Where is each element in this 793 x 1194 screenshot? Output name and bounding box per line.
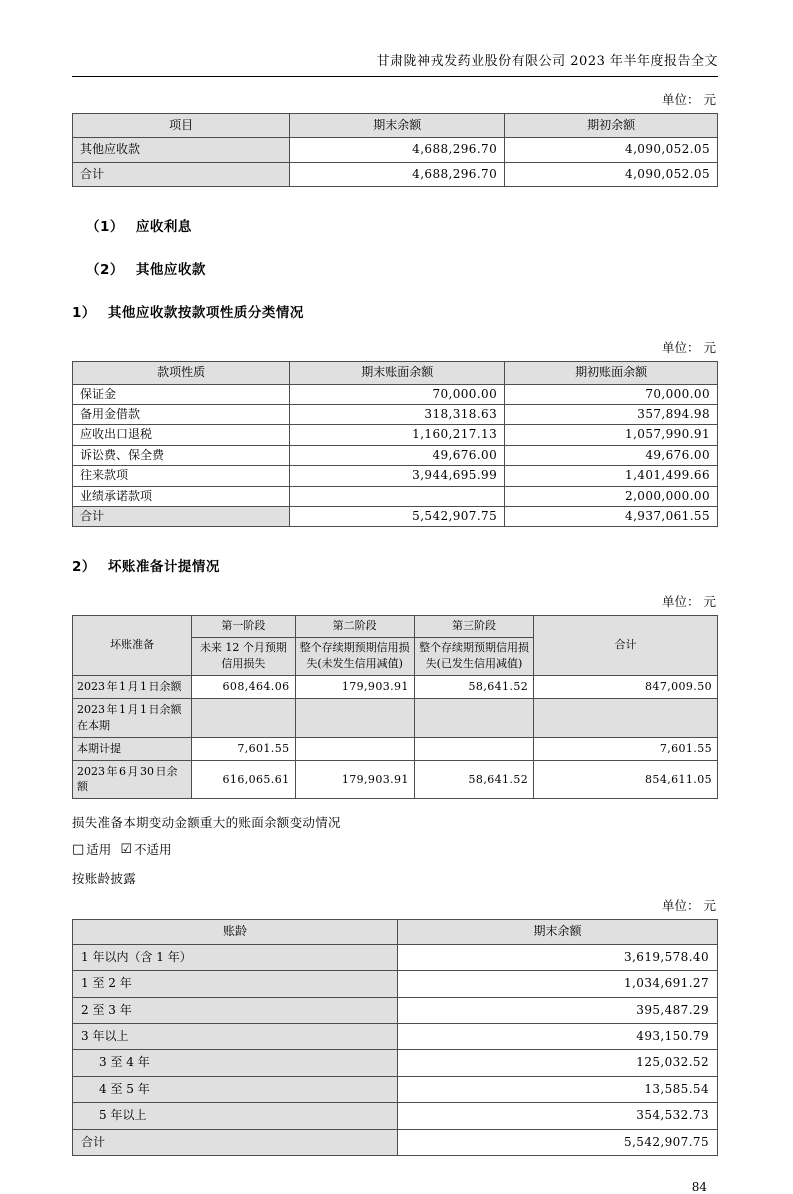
table-row-total: [73, 1129, 718, 1155]
cell-value: 395,487.29: [398, 997, 718, 1023]
column-header: 项目: [73, 114, 290, 138]
column-header: 期末余额: [398, 920, 718, 944]
table-row: [73, 997, 718, 1023]
row-label: 业绩承诺款项: [73, 486, 290, 506]
row-label: 往来款项: [73, 466, 290, 486]
checkbox-unchecked-icon: □: [72, 841, 85, 857]
table-row: [73, 760, 718, 799]
cell-value: 4,688,296.70: [290, 162, 505, 186]
cell-value: 13,585.54: [398, 1076, 718, 1102]
note-significant-change: 损失准备本期变动金额重大的账面余额变动情况: [72, 815, 341, 831]
applicability-row: [72, 840, 718, 858]
row-label: 本期计提: [73, 737, 192, 760]
column-header: 第二阶段: [295, 616, 414, 638]
row-label: 合计: [73, 1129, 398, 1155]
table-row: [73, 138, 718, 162]
cell-value: 5,542,907.75: [290, 506, 505, 526]
cell-value: 847,009.50: [534, 675, 718, 698]
summary-table: [72, 113, 718, 187]
row-label: 2023 年 6 月 30 日余额: [73, 760, 192, 799]
bad-debt-header-row-stages: [73, 616, 718, 638]
row-label: 2 至 3 年: [73, 997, 398, 1023]
cell-value: [295, 698, 414, 737]
row-label: 1 至 2 年: [73, 971, 398, 997]
cell-value: 3,944,695.99: [290, 466, 505, 486]
column-header-total: 合计: [534, 616, 718, 676]
table-row: [73, 1050, 718, 1076]
table-row: [73, 944, 718, 970]
cell-value: 608,464.06: [192, 675, 295, 698]
section-title: 坏账准备计提情况: [107, 559, 220, 576]
cell-value: 4,090,052.05: [505, 138, 718, 162]
column-subheader: 整个存续期预期信用损失(已发生信用减值): [414, 637, 533, 675]
page-number: 84: [691, 1179, 707, 1194]
cell-value: 4,688,296.70: [290, 138, 505, 162]
table-row: [73, 1076, 718, 1102]
table-row: [73, 384, 718, 404]
unit-label: 单位： 元: [662, 340, 716, 356]
note-aging-disclosure: 按账龄披露: [72, 871, 137, 887]
column-header: 期末余额: [290, 114, 505, 138]
cell-value: 58,641.52: [414, 760, 533, 799]
cell-value: 493,150.79: [398, 1023, 718, 1049]
cell-value: 1,057,990.91: [505, 425, 718, 445]
cell-value: 1,160,217.13: [290, 425, 505, 445]
cell-value: [192, 698, 295, 737]
bad-debt-table: [72, 615, 718, 799]
table-row: [73, 971, 718, 997]
section-number: 1）: [72, 305, 96, 322]
table-row: [73, 486, 718, 506]
column-header: 账龄: [73, 920, 398, 944]
cell-value: 7,601.55: [534, 737, 718, 760]
table-row: [73, 1023, 718, 1049]
section-number: （2）: [86, 262, 124, 279]
column-subheader: 未来 12 个月预期信用损失: [192, 637, 295, 675]
table-row-shaded: [73, 698, 718, 737]
section-heading-other-receivables: [72, 258, 718, 278]
corner-header: 坏账准备: [73, 616, 192, 676]
cell-value: 4,937,061.55: [505, 506, 718, 526]
applicable-label: 适用: [86, 842, 112, 858]
row-label: 备用金借款: [73, 404, 290, 424]
row-label: 合计: [73, 506, 290, 526]
row-label: 合计: [73, 162, 290, 186]
cell-value: 2,000,000.00: [505, 486, 718, 506]
cell-value: 318,318.63: [290, 404, 505, 424]
row-label: 诉讼费、保全费: [73, 445, 290, 465]
not-applicable-label: 不适用: [133, 842, 172, 858]
cell-value: 125,032.52: [398, 1050, 718, 1076]
cell-value: 1,401,499.66: [505, 466, 718, 486]
column-header: 期末账面余额: [290, 362, 505, 384]
cell-value: 49,676.00: [505, 445, 718, 465]
table-row: [73, 445, 718, 465]
cell-value: [290, 486, 505, 506]
section-number: 2）: [72, 559, 96, 576]
row-label: 2023 年 1 月 1 日余额: [73, 675, 192, 698]
table-row-total: [73, 162, 718, 186]
unit-label: 单位： 元: [662, 594, 716, 610]
table-row: [73, 1103, 718, 1129]
section-heading-by-nature: [72, 301, 718, 321]
cell-value: 58,641.52: [414, 675, 533, 698]
row-label: 1 年以内（含 1 年）: [73, 944, 398, 970]
cell-value: 5,542,907.75: [398, 1129, 718, 1155]
section-number: （1）: [86, 219, 124, 236]
row-label: 其他应收款: [73, 138, 290, 162]
column-subheader: 整个存续期预期信用损失(未发生信用减值): [295, 637, 414, 675]
cell-value: 3,619,578.40: [398, 944, 718, 970]
cell-value: 616,065.61: [192, 760, 295, 799]
cell-value: 179,903.91: [295, 760, 414, 799]
cell-value: 70,000.00: [290, 384, 505, 404]
cell-value: 179,903.91: [295, 675, 414, 698]
table-row: [73, 675, 718, 698]
table-row: [73, 425, 718, 445]
section-title: 其他应收款按款项性质分类情况: [107, 305, 304, 322]
cell-value: 1,034,691.27: [398, 971, 718, 997]
column-header: 款项性质: [73, 362, 290, 384]
column-header: 期初余额: [505, 114, 718, 138]
row-label: 2023 年 1 月 1 日余额在本期: [73, 698, 192, 737]
cell-value: [414, 698, 533, 737]
section-heading-bad-debt: [72, 555, 718, 575]
row-label: 保证金: [73, 384, 290, 404]
cell-value: 4,090,052.05: [505, 162, 718, 186]
row-label: 3 年以上: [73, 1023, 398, 1049]
table-row-total: [73, 506, 718, 526]
column-header: 期初账面余额: [505, 362, 718, 384]
cell-value: 354,532.73: [398, 1103, 718, 1129]
table-row: [73, 466, 718, 486]
cell-value: 49,676.00: [290, 445, 505, 465]
cell-value: [414, 737, 533, 760]
cell-value: 7,601.55: [192, 737, 295, 760]
unit-label: 单位： 元: [662, 898, 716, 914]
table-row: [73, 737, 718, 760]
column-header: 第一阶段: [192, 616, 295, 638]
row-label: 3 至 4 年: [73, 1050, 398, 1076]
row-label: 应收出口退税: [73, 425, 290, 445]
section-title: 应收利息: [135, 219, 192, 236]
table-row: [73, 404, 718, 424]
row-label: 5 年以上: [73, 1103, 398, 1129]
checkbox-checked-icon: ☑: [120, 841, 132, 857]
unit-label: 单位： 元: [662, 92, 716, 107]
cell-value: [534, 698, 718, 737]
column-header: 第三阶段: [414, 616, 533, 638]
document-header-title: 甘肃陇神戎发药业股份有限公司 2023 年半年度报告全文: [72, 50, 718, 77]
aging-table-header-row: [73, 920, 718, 944]
aging-table: [72, 919, 718, 1156]
section-heading-interest: [72, 215, 718, 235]
cell-value: 854,611.05: [534, 760, 718, 799]
cell-value: 357,894.98: [505, 404, 718, 424]
nature-table-header-row: [73, 362, 718, 384]
section-title: 其他应收款: [135, 262, 206, 279]
summary-table-header-row: [73, 114, 718, 138]
cell-value: 70,000.00: [505, 384, 718, 404]
cell-value: [295, 737, 414, 760]
nature-table: [72, 361, 718, 527]
row-label: 4 至 5 年: [73, 1076, 398, 1102]
